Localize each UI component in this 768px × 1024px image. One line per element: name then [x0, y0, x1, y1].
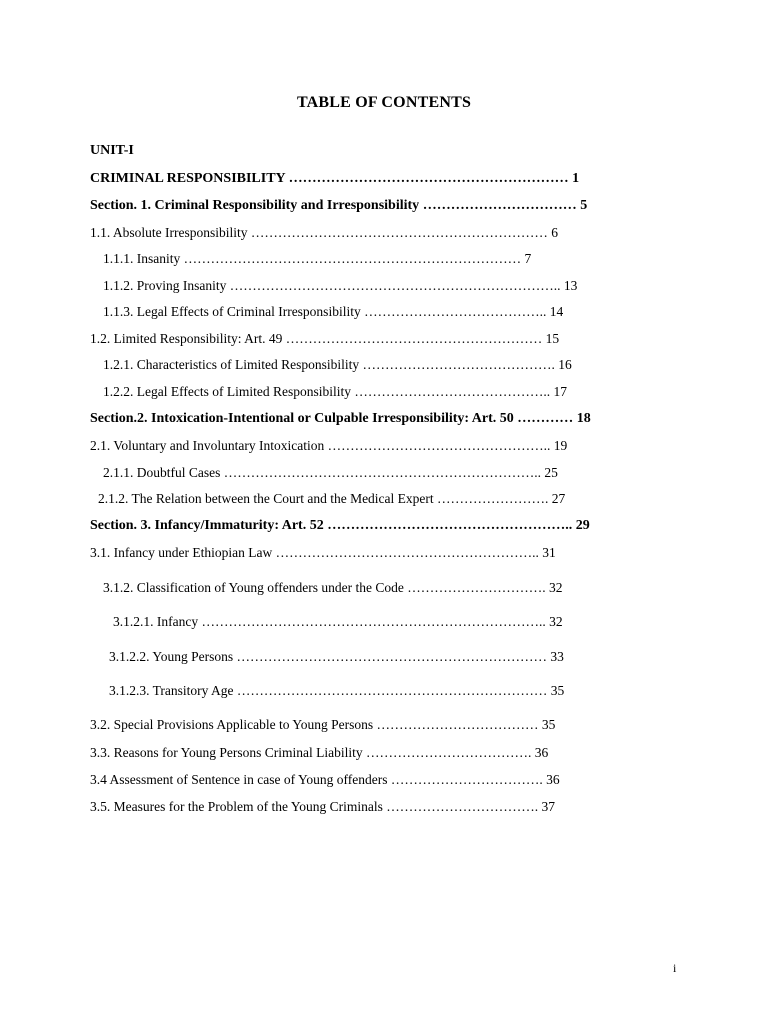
toc-entry[interactable]: [98, 490, 565, 508]
toc-entry[interactable]: [90, 197, 587, 215]
toc-entry[interactable]: [90, 744, 548, 762]
toc-entry-page: 35: [541, 717, 556, 732]
toc-entry-page: 14: [546, 304, 564, 319]
toc-entry[interactable]: [103, 464, 558, 482]
toc-entry-label: 3.1.2. Classification of Young offenders under the Code: [103, 580, 408, 595]
toc-entry-leader: ………………………………………………………………..: [229, 278, 561, 293]
toc-entry[interactable]: [90, 410, 591, 428]
toc-entry-page: 5: [580, 198, 588, 213]
toc-entry-label: 1.2. Limited Responsibility: Art. 49: [90, 331, 286, 346]
unit-heading: UNIT-I: [90, 143, 134, 158]
toc-entry-label: CRIMINAL RESPONSIBILITY: [90, 171, 289, 186]
toc-entry-page: 13: [560, 278, 578, 293]
toc-entry-page: 35: [550, 683, 565, 698]
toc-entry-label: 1.1.1. Insanity: [103, 251, 184, 266]
toc-entry[interactable]: [103, 250, 531, 268]
toc-entry-page: 1: [572, 171, 580, 186]
toc-entry-leader: ……………………………………………………: [288, 171, 573, 186]
toc-entry-leader: …………………….: [437, 491, 552, 506]
toc-entry-label: Section. 1. Criminal Responsibility and Irresponsibility: [90, 198, 423, 213]
toc-entry-leader: ……………………………………………………………..: [223, 465, 541, 480]
toc-entry[interactable]: [90, 771, 560, 789]
toc-entry-label: 1.2.2. Legal Effects of Limited Responsibility: [103, 384, 355, 399]
toc-entry[interactable]: [90, 716, 555, 734]
toc-entry[interactable]: [109, 682, 564, 700]
toc-entry-page: 19: [550, 438, 568, 453]
toc-entry-page: 6: [547, 225, 558, 240]
toc-entry-leader: ……………………………………..: [354, 384, 551, 399]
toc-entry-leader: …………………………………………………..: [275, 545, 543, 560]
toc-entry-page: 27: [551, 491, 566, 506]
toc-entry-label: 3.3. Reasons for Young Persons Criminal Liability: [90, 745, 366, 760]
toc-entry[interactable]: [90, 437, 567, 455]
toc-entry-page: 31: [542, 545, 556, 560]
toc-entry[interactable]: [103, 383, 567, 401]
toc-entry-label: 3.1.2.1. Infancy: [113, 614, 202, 629]
toc-entry-label: 2.1.2. The Relation between the Court and the Medical Expert: [98, 491, 438, 506]
toc-entry-label: 3.4 Assessment of Sentence in case of Young offenders: [90, 772, 391, 787]
toc-entry-page: 25: [541, 465, 558, 480]
toc-entry-leader: …………: [517, 411, 577, 426]
toc-entry[interactable]: [113, 613, 563, 631]
toc-entry-leader: …………………………………………..: [327, 438, 551, 453]
toc-entry-leader: …………………………………….: [362, 357, 555, 372]
toc-entry[interactable]: [103, 303, 563, 321]
toc-entry-leader: …………………………………………………………………..: [201, 614, 546, 629]
toc-entry-page: 33: [550, 649, 564, 664]
toc-entry-leader: ……………………………………………..: [327, 518, 573, 533]
toc-entry-leader: …………………………………………………: [285, 331, 543, 346]
toc-entry-label: Section.2. Intoxication-Intentional or Culpable Irresponsibility: Art. 50: [90, 411, 518, 426]
toc-entry-label: 1.1. Absolute Irresponsibility: [90, 225, 251, 240]
toc-entry-page: 32: [545, 580, 563, 595]
toc-entry-leader: …………………………………..: [364, 304, 547, 319]
toc-entry-leader: …………………………………………………………: [250, 225, 548, 240]
toc-entry[interactable]: [109, 648, 564, 666]
toc-entry-label: 3.2. Special Provisions Applicable to Young Persons: [90, 717, 377, 732]
toc-entry-leader: ………………………….: [407, 580, 546, 595]
toc-entry[interactable]: [90, 517, 590, 535]
toc-entry-page: 36: [542, 772, 560, 787]
toc-entry[interactable]: [90, 798, 555, 816]
toc-entry-label: 3.5. Measures for the Problem of the Young Criminals: [90, 799, 387, 814]
toc-entry-label: 3.1.2.2. Young Persons: [109, 649, 237, 664]
toc-entry-page: 37: [538, 799, 555, 814]
toc-entry-leader: ……………………………: [422, 198, 581, 213]
toc-entry-label: 2.1.1. Doubtful Cases: [103, 465, 224, 480]
toc-entry-page: 36: [531, 745, 549, 760]
toc-entry-leader: …………………………………………………………………: [183, 251, 522, 266]
toc-entry-page: 29: [572, 518, 590, 533]
toc-entry-page: 32: [545, 614, 563, 629]
toc-entry-leader: ………………………………: [376, 717, 542, 732]
toc-entry[interactable]: [103, 277, 577, 295]
toc-entry-leader: ……………………………….: [366, 745, 532, 760]
toc-entry[interactable]: [103, 579, 562, 597]
toc-entry-label: 1.2.1. Characteristics of Limited Responsibility: [103, 357, 363, 372]
toc-entry-label: 1.1.2. Proving Insanity: [103, 278, 230, 293]
toc-entry-page: 18: [576, 411, 591, 426]
toc-entry[interactable]: [90, 224, 558, 242]
page-number: i: [673, 961, 677, 975]
toc-entry-page: 15: [542, 331, 560, 346]
toc-entry[interactable]: [103, 356, 572, 374]
toc-entry-page: 17: [550, 384, 567, 399]
toc-entry-label: 3.1. Infancy under Ethiopian Law: [90, 545, 276, 560]
toc-entry-leader: …………………………….: [386, 799, 539, 814]
toc-entry-label: 3.1.2.3. Transitory Age: [109, 683, 237, 698]
toc-entry[interactable]: [90, 544, 556, 562]
toc-entry-leader: ……………………………………………………………: [236, 649, 551, 664]
toc-entry-label: Section. 3. Infancy/Immaturity: Art. 52: [90, 518, 328, 533]
toc-entry-page: 7: [521, 251, 532, 266]
toc-entry-leader: ……………………………………………………………: [236, 683, 551, 698]
toc-entry-leader: …………………………….: [390, 772, 543, 787]
toc-entry[interactable]: [90, 170, 579, 188]
toc-entry-label: 1.1.3. Legal Effects of Criminal Irresponsibility: [103, 304, 365, 319]
toc-entry-page: 16: [554, 357, 572, 372]
toc-entry[interactable]: [90, 330, 559, 348]
toc-entry-label: 2.1. Voluntary and Involuntary Intoxication: [90, 438, 328, 453]
page-title: TABLE OF CONTENTS: [296, 94, 472, 111]
